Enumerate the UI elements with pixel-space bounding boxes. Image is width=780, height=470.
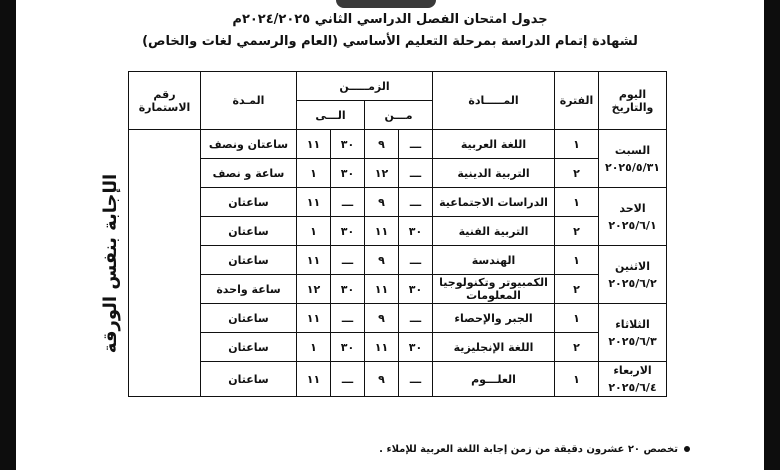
to-hour-cell: ١١ <box>297 246 331 275</box>
page-title: جدول امتحان الفصل الدراسي الثاني ٢٠٢٤/٢٠٢٥م <box>232 12 548 27</box>
period-cell: ٢ <box>555 333 599 362</box>
header-subject: المـــــادة <box>433 72 555 130</box>
from-minute-cell: ـــ <box>399 362 433 397</box>
from-minute-cell: ـــ <box>399 304 433 333</box>
answer-note-text: الإجابة بنفس الورقة <box>99 173 121 353</box>
page-subtitle: لشهادة إتمام الدراسة بمرحلة التعليم الأساسي (العام والرسمي لغات والخاص) <box>142 34 638 49</box>
to-hour-cell: ١٢ <box>297 275 331 304</box>
to-hour-cell: ١ <box>297 333 331 362</box>
header-time: الزمـــــن <box>297 72 433 101</box>
duration-cell: ساعة و نصف <box>201 159 297 188</box>
table-row <box>129 130 667 159</box>
to-minute-cell: ـــ <box>331 188 365 217</box>
subject-cell: الهندسة <box>433 246 555 275</box>
period-cell: ٢ <box>555 275 599 304</box>
from-minute-cell: ٣٠ <box>399 275 433 304</box>
header-period: الفترة <box>555 72 599 130</box>
period-cell: ١ <box>555 304 599 333</box>
to-minute-cell: ٣٠ <box>331 275 365 304</box>
from-hour-cell: ٩ <box>365 362 399 397</box>
period-cell: ١ <box>555 246 599 275</box>
to-hour-cell: ١١ <box>297 188 331 217</box>
to-minute-cell: ـــ <box>331 304 365 333</box>
subject-cell: التربية الفنية <box>433 217 555 246</box>
from-minute-cell: ٣٠ <box>399 217 433 246</box>
period-cell: ١ <box>555 130 599 159</box>
from-minute-cell: ـــ <box>399 159 433 188</box>
to-minute-cell: ٣٠ <box>331 159 365 188</box>
duration-cell: ساعتان <box>201 304 297 333</box>
ministry-logo <box>336 0 436 8</box>
to-hour-cell: ١١ <box>297 362 331 397</box>
table-row <box>129 159 667 188</box>
to-minute-cell: ٣٠ <box>331 217 365 246</box>
day-date-cell <box>599 304 667 362</box>
from-minute-cell: ـــ <box>399 246 433 275</box>
to-hour-cell: ١ <box>297 159 331 188</box>
day-name: السبت <box>614 143 651 157</box>
header-day: اليوم والتاريخ <box>599 72 667 130</box>
from-hour-cell: ١١ <box>365 333 399 362</box>
from-hour-cell: ٩ <box>365 130 399 159</box>
schedule-body <box>99 130 667 397</box>
from-hour-cell: ١٢ <box>365 159 399 188</box>
subject-cell: اللغة العربية <box>433 130 555 159</box>
header-duration: المـدة <box>201 72 297 130</box>
table-row <box>129 217 667 246</box>
subject-cell: الجبر والإحصاء <box>433 304 555 333</box>
period-cell: ٢ <box>555 159 599 188</box>
table-row <box>129 246 667 275</box>
day-name: الثلاثاء <box>615 317 650 331</box>
exam-date: ٢٠٢٥/٦/١ <box>608 218 657 232</box>
to-hour-cell: ١١ <box>297 304 331 333</box>
to-minute-cell: ـــ <box>331 362 365 397</box>
from-minute-cell: ـــ <box>399 130 433 159</box>
from-minute-cell: ـــ <box>399 188 433 217</box>
duration-cell: ساعتان <box>201 333 297 362</box>
subject-cell: الكمبيوتر وتكنولوجيا المعلومات <box>433 275 555 304</box>
day-name: الاثنين <box>615 259 650 273</box>
subject-cell: الدراسات الاجتماعية <box>433 188 555 217</box>
to-minute-cell: ـــ <box>331 246 365 275</box>
exam-date: ٢٠٢٥/٦/٢ <box>608 276 657 290</box>
to-hour-cell: ١ <box>297 217 331 246</box>
bullet-icon <box>684 446 690 452</box>
exam-date: ٢٠٢٥/٥/٣١ <box>604 160 661 174</box>
subject-cell: التربية الدينية <box>433 159 555 188</box>
header-to: الـــى <box>297 101 365 130</box>
from-minute-cell: ٣٠ <box>399 333 433 362</box>
to-minute-cell: ٣٠ <box>331 333 365 362</box>
duration-cell: ساعتان <box>201 246 297 275</box>
duration-cell: ساعتان <box>201 362 297 397</box>
day-date-cell <box>599 362 667 397</box>
subject-cell: اللغة الإنجليزية <box>433 333 555 362</box>
day-name: الاربعاء <box>613 364 652 377</box>
duration-cell: ساعتان ونصف <box>201 130 297 159</box>
from-hour-cell: ٩ <box>365 246 399 275</box>
exam-schedule-table <box>99 71 667 397</box>
day-date-cell <box>599 130 667 188</box>
table-row <box>129 188 667 217</box>
to-minute-cell: ٣٠ <box>331 130 365 159</box>
header-form-number: رقم الاستمارة <box>129 72 201 130</box>
day-date-cell <box>599 246 667 304</box>
table-row <box>129 362 667 397</box>
duration-cell: ساعتان <box>201 217 297 246</box>
duration-cell: ساعة واحدة <box>201 275 297 304</box>
header-from: مـــن <box>365 101 433 130</box>
from-hour-cell: ١١ <box>365 217 399 246</box>
table-row <box>129 304 667 333</box>
from-hour-cell: ٩ <box>365 304 399 333</box>
note-arabic-dictation <box>150 444 690 455</box>
note-text: تخصص ٢٠ عشرون دقيقة من زمن إجابة اللغة العربية للإملاء . <box>379 444 678 455</box>
answer-note-cell <box>99 130 201 397</box>
period-cell: ٢ <box>555 217 599 246</box>
table-row <box>129 275 667 304</box>
exam-date: ٢٠٢٥/٦/٤ <box>608 381 657 394</box>
subject-cell: العلـــوم <box>433 362 555 397</box>
duration-cell: ساعتان <box>201 188 297 217</box>
period-cell: ١ <box>555 362 599 397</box>
day-name: الاحد <box>619 201 646 215</box>
exam-date: ٢٠٢٥/٦/٣ <box>608 334 657 348</box>
from-hour-cell: ٩ <box>365 188 399 217</box>
period-cell: ١ <box>555 188 599 217</box>
day-date-cell <box>599 188 667 246</box>
to-hour-cell: ١١ <box>297 130 331 159</box>
from-hour-cell: ١١ <box>365 275 399 304</box>
table-row <box>129 333 667 362</box>
